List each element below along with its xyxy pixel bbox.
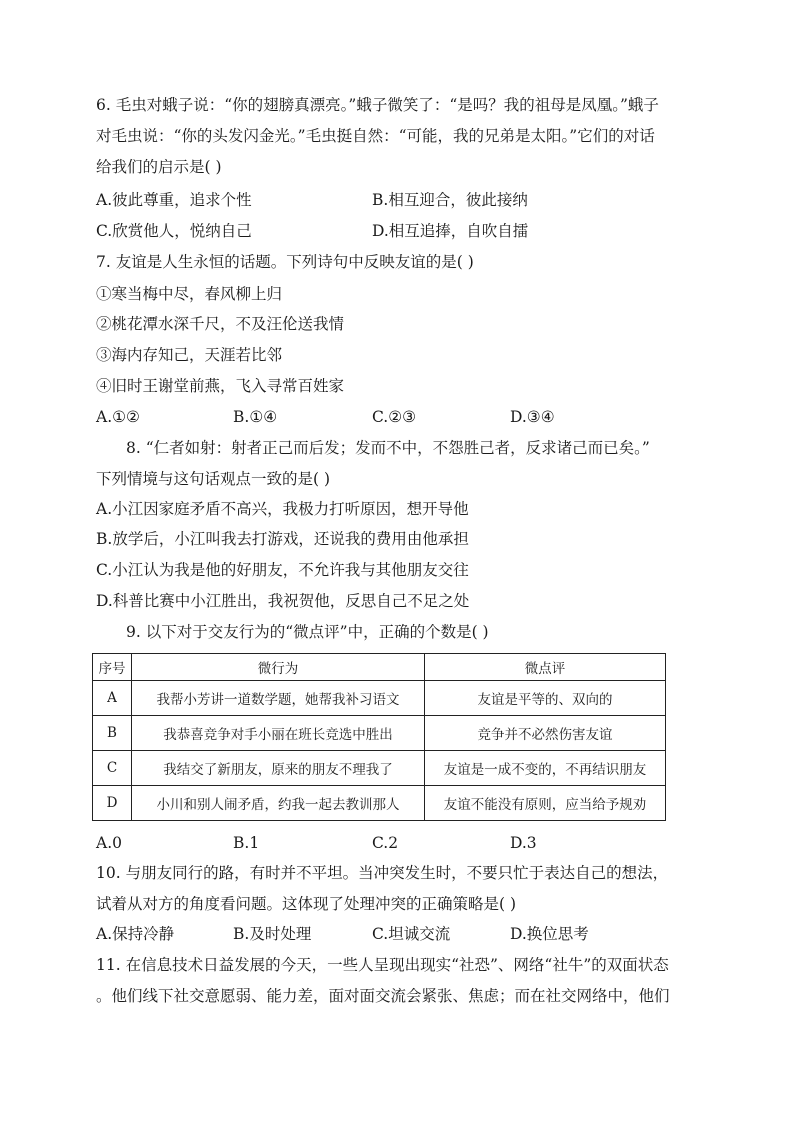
table-row (93, 681, 666, 716)
q10-option-d[interactable]: D.换位思考 (510, 925, 589, 943)
table-header-cell: 微行为 (132, 654, 425, 681)
q7-item-4: ④旧时王谢堂前燕，飞入寻常百姓家 (96, 377, 345, 395)
q8-option-a[interactable]: A.小江因家庭矛盾不高兴，我极力打听原因，想开导他 (96, 500, 469, 518)
q10-option-a[interactable]: A.保持冷静 (96, 925, 175, 943)
q9-option-b[interactable]: B.1 (233, 834, 260, 852)
table-header-row (93, 654, 666, 681)
q8-option-d[interactable]: D.科普比赛中小江胜出，我祝贺他，反思自己不足之处 (96, 592, 470, 610)
table-header-cell: 微点评 (425, 654, 666, 681)
q11-stem-line-1: 11. 在信息技术日益发展的今天，一些人呈现出现实“社恐”、网络“社牛”的双面状态 (96, 956, 669, 974)
q7-option-d[interactable]: D.③④ (510, 408, 555, 426)
table-cell: 友谊是一成不变的，不再结识朋友 (425, 751, 666, 786)
table-cell: B (93, 716, 132, 751)
q6-stem-line-2: 对毛虫说：“你的头发闪金光。”毛虫挺自然：“可能，我的兄弟是太阳。”它们的对话 (96, 127, 655, 145)
q9-option-a[interactable]: A.0 (96, 834, 122, 852)
q9-stem: 9. 以下对于交友行为的“微点评”中，正确的个数是( ) (126, 623, 489, 641)
table-cell: A (93, 681, 132, 716)
q8-option-b[interactable]: B.放学后，小江叫我去打游戏，还说我的费用由他承担 (96, 530, 469, 548)
q9-option-c[interactable]: C.2 (372, 834, 399, 852)
table-cell: 友谊是平等的、双向的 (425, 681, 666, 716)
q8-stem-line-1: 8. “仁者如射：射者正己而后发；发而不中，不怨胜己者，反求诸己而已矣。” (126, 439, 650, 457)
q10-option-b[interactable]: B.及时处理 (233, 925, 312, 943)
table-row (93, 786, 666, 821)
q9-option-d[interactable]: D.3 (510, 834, 537, 852)
q11-stem-line-2: 。他们线下社交意愿弱、能力差，面对面交流会紧张、焦虑；而在社交网络中，他们 (96, 987, 670, 1005)
q6-option-b[interactable]: B.相互迎合，彼此接纳 (372, 191, 528, 209)
table-row (93, 716, 666, 751)
q9-table (92, 653, 666, 821)
q6-option-c[interactable]: C.欣赏他人，悦纳自己 (96, 222, 252, 240)
table-cell: C (93, 751, 132, 786)
q7-item-2: ②桃花潭水深千尺，不及汪伦送我情 (96, 315, 345, 333)
q7-option-a[interactable]: A.①② (96, 408, 140, 426)
q8-option-c[interactable]: C.小江认为我是他的好朋友，不允许我与其他朋友交往 (96, 561, 469, 579)
table-cell: 我恭喜竞争对手小丽在班长竞选中胜出 (132, 716, 425, 751)
q7-item-1: ①寒当梅中尽，春风柳上归 (96, 285, 283, 303)
q6-stem-line-3: 给我们的启示是( ) (96, 158, 222, 176)
q7-item-3: ③海内存知己，天涯若比邻 (96, 346, 283, 364)
table-cell: 友谊不能没有原则，应当给予规劝 (425, 786, 666, 821)
q7-option-c[interactable]: C.②③ (372, 408, 417, 426)
table-header-cell: 序号 (93, 654, 132, 681)
q7-stem: 7. 友谊是人生永恒的话题。下列诗句中反映友谊的是( ) (96, 253, 474, 271)
q10-option-c[interactable]: C.坦诚交流 (372, 925, 451, 943)
q6-option-d[interactable]: D.相互追捧，自吹自擂 (372, 222, 529, 240)
table-cell: 我帮小芳讲一道数学题，她帮我补习语文 (132, 681, 425, 716)
q8-stem-line-2: 下列情境与这句话观点一致的是( ) (96, 470, 331, 488)
q10-stem-line-1: 10. 与朋友同行的路，有时并不平坦。当冲突发生时，不要只忙于表达自己的想法， (96, 864, 669, 882)
q6-option-a[interactable]: A.彼此尊重，追求个性 (96, 191, 252, 209)
table-cell: D (93, 786, 132, 821)
q10-stem-line-2: 试着从对方的角度看问题。这体现了处理冲突的正确策略是( ) (96, 895, 517, 913)
q7-option-b[interactable]: B.①④ (233, 408, 278, 426)
q6-stem-line-1: 6. 毛虫对蛾子说：“你的翅膀真漂亮。”蛾子微笑了：“是吗？我的祖母是凤凰。”蛾子 (96, 96, 659, 114)
table-cell: 我结交了新朋友，原来的朋友不理我了 (132, 751, 425, 786)
table-cell: 竞争并不必然伤害友谊 (425, 716, 666, 751)
table-row (93, 751, 666, 786)
table-cell: 小川和别人闹矛盾，约我一起去教训那人 (132, 786, 425, 821)
